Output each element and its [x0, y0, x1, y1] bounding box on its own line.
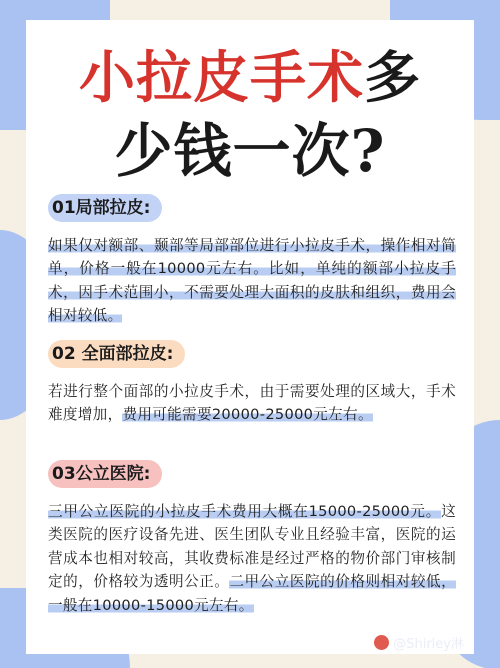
highlighted-text: 费用可能需要20000-25000元左右。 [122, 406, 373, 424]
title-red-text: 小拉皮手术 [79, 45, 364, 111]
section-full-face-facelift [48, 340, 456, 427]
title-black-text: 多 [364, 45, 421, 111]
section-heading: 02 全面部拉皮: [48, 340, 185, 368]
section-body [48, 380, 456, 427]
body-text: 若进行整个面部的小拉皮手术，由于需要处理的区域大，手术难度增加， [48, 383, 456, 424]
content-card [26, 20, 474, 654]
page-title-line-2: 少钱一次? [114, 117, 386, 185]
highlighted-text: 二甲公立医院的价格则相对较低，一般在10000-15000元左右。 [48, 573, 456, 614]
highlighted-text: 三甲公立医院的小拉皮手术费用大概在15000-25000元。 [48, 503, 442, 520]
page-title-line-1 [26, 46, 474, 110]
watermark-text: @Shirley淋 [393, 637, 464, 652]
xiaohongshu-logo-icon [374, 635, 389, 650]
section-body [48, 500, 456, 617]
section-body [48, 234, 456, 328]
body-text: 这类医院的医疗设备先进、医生团队专业且经验丰富，医院的运营成本也相对较高，其收费标准是经过严格的物价部门审核制定的，价格较为透明公正。 [48, 503, 456, 591]
highlighted-text: 如果仅对额部、颞部等局部部位进行小拉皮手术，操作相对简单，价格一般在10000元左右。比如，单纯的额部小拉皮手术，因手术范围小，不需要处理大面积的皮肤和组织，费用会相对较低。 [48, 237, 456, 325]
watermark [374, 633, 464, 652]
section-public-hospital [48, 460, 456, 617]
section-local-facelift [48, 194, 456, 328]
section-heading: 03公立医院: [48, 460, 162, 488]
section-heading: 01局部拉皮: [48, 194, 162, 222]
